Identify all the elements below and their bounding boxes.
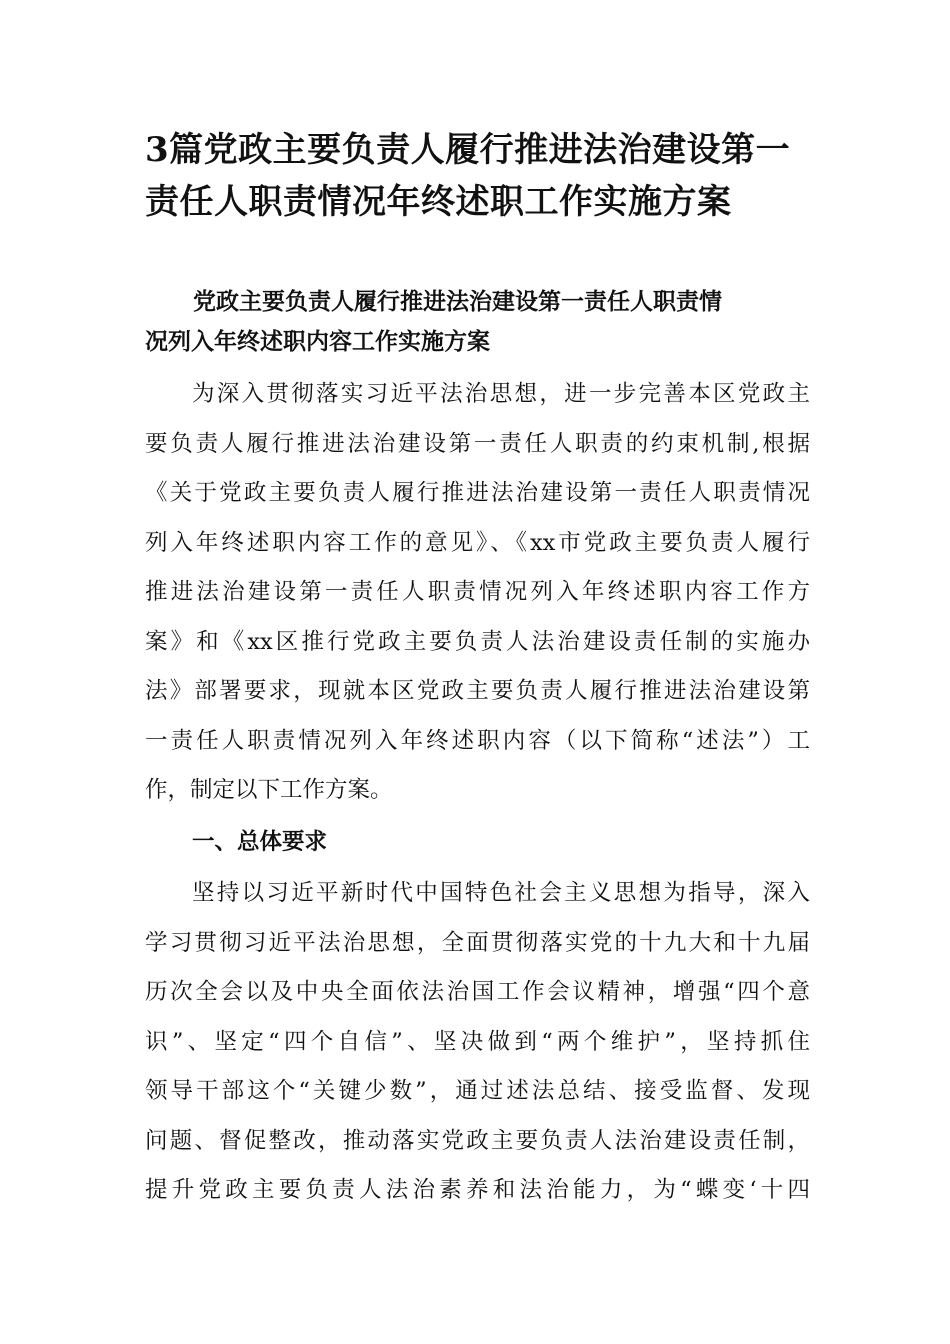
section-heading: 一、总体要求 — [192, 828, 328, 855]
paragraph-line: 为深入贯彻落实习近平法治思想，进一步完善本区党政主 — [192, 381, 810, 407]
document-title-line: 责任人职责情况年终述职工作实施方案 — [145, 182, 732, 222]
paragraph-line: 识”、坚定“四个自信”、坚决做到“两个维护”，坚持抓住 — [145, 1028, 810, 1055]
paragraph-line: 领导干部这个“关键少数”，通过述法总结、接受监督、发现 — [145, 1078, 810, 1104]
paragraph-line: 历次全会以及中央全面依法治国工作会议精神，增强“四个意 — [145, 979, 810, 1005]
paragraph-line: 作，制定以下工作方案。 — [145, 777, 393, 803]
paragraph-line: 要负责人履行推进法治建设第一责任人职责的约束机制,根据 — [145, 430, 810, 457]
paragraph-line: 提升党政主要负责人法治素养和法治能力，为“蝶变‘十四 — [145, 1177, 810, 1203]
paragraph-line: 《关于党政主要负责人履行推进法治建设第一责任人职责情况 — [145, 480, 810, 506]
subtitle-line: 党政主要负责人履行推进法治建设第一责任人职责情 — [193, 288, 722, 315]
paragraph-line: 学习贯彻习近平法治思想，全面贯彻落实党的十九大和十九届 — [145, 929, 810, 956]
paragraph-line: 法》部署要求，现就本区党政主要负责人履行推进法治建设第 — [145, 678, 810, 704]
paragraph-line: 坚持以习近平新时代中国特色社会主义思想为指导，深入 — [192, 880, 810, 906]
paragraph-line: 一责任人职责情况列入年终述职内容（以下简称“述法”）工 — [145, 727, 810, 754]
document-title-line: 3篇党政主要负责人履行推进法治建设第一 — [145, 130, 791, 170]
document-subtitle — [145, 282, 810, 362]
document-body — [145, 282, 810, 1216]
section-1-paragraph — [145, 869, 810, 1216]
paragraph-line: 推进法治建设第一责任人职责情况列入年终述职内容工作方 — [145, 579, 810, 605]
paragraph-line: 问题、督促整改，推动落实党政主要负责人法治建设责任制， — [145, 1127, 810, 1154]
document-title — [145, 124, 815, 228]
paragraph-line: 案》和《xx区推行党政主要负责人法治建设责任制的实施办 — [145, 628, 810, 655]
subtitle-line: 况列入年终述职内容工作实施方案 — [145, 328, 490, 355]
paragraph-line: 列入年终述职内容工作的意见》、《xx市党政主要负责人履行 — [145, 529, 810, 556]
intro-paragraph — [145, 370, 810, 816]
